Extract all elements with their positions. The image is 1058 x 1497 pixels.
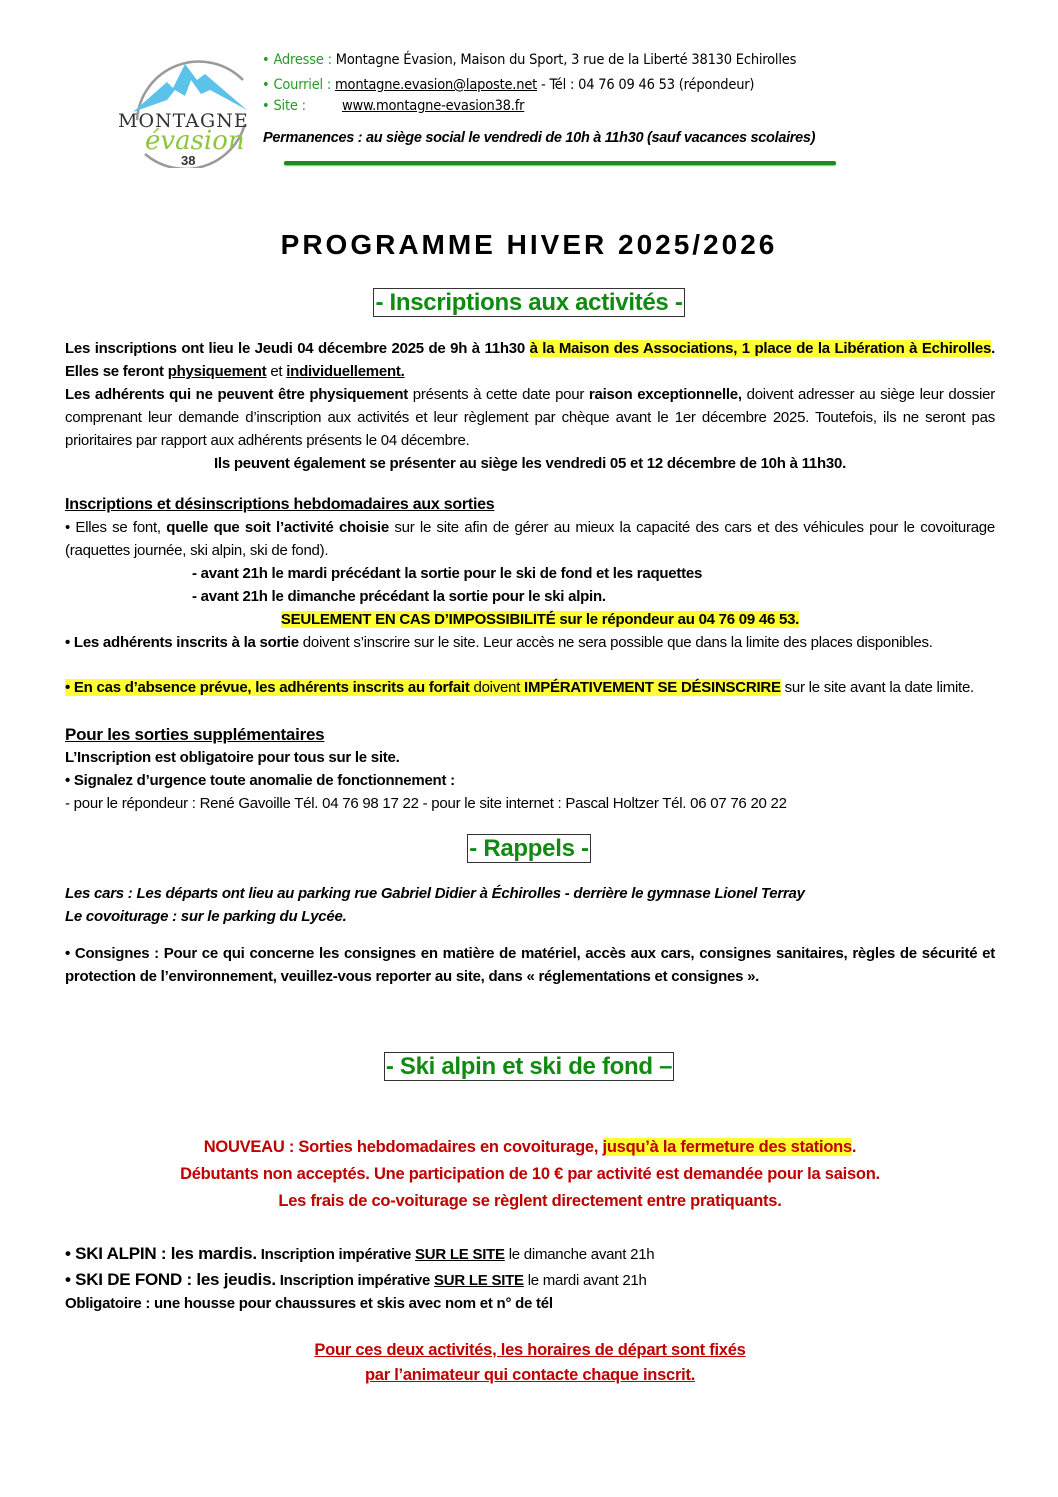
text-fragment: Ils peuvent également se présenter au siège les vendredi 05 et 12 décembre de 10h à 11h30. — [214, 455, 846, 472]
text-fragment: SUR LE SITE — [415, 1246, 505, 1263]
inscriptions-paragraph-1 — [65, 337, 995, 383]
ski-nouveau — [65, 1136, 995, 1159]
text-fragment: le mardi avant 21h — [523, 1272, 647, 1289]
section-rappels-heading-wrap — [0, 834, 1058, 864]
email-label: • Courriel : — [262, 77, 332, 93]
ski-obligatoire — [65, 1292, 995, 1315]
inscriptions-paragraph-2 — [65, 383, 995, 452]
text-fragment: • En cas d’absence prévue, les adhérents inscrits au forfait — [65, 679, 470, 696]
svg-text:évasion: évasion — [145, 126, 245, 156]
text-fragment: Obligatoire : une housse pour chaussures et skis avec nom et n° de tél — [65, 1295, 553, 1312]
highlight-text: jusqu’à la fermeture des stations — [602, 1138, 852, 1156]
text-fragment: - avant 21h le mardi précédant la sortie pour le ski de fond et les raquettes — [192, 565, 703, 582]
permanences: Permanences : au siège social le vendredi de 10h à 11h30 (sauf vacances scolaires) — [263, 130, 816, 146]
text-fragment: Les cars : Les départs ont lieu au parking rue Gabriel Didier à Échirolles - derrière le gymnase Lionel Terray — [65, 885, 805, 902]
ski-frais — [65, 1190, 995, 1213]
montagne-evasion-logo — [115, 50, 265, 168]
subheading-extra — [65, 723, 995, 746]
text-fragment: • Signalez d’urgence toute anomalie de fonctionnement : — [65, 772, 455, 789]
rappels-covoit — [65, 905, 995, 928]
text-fragment: et — [266, 363, 287, 380]
page-title: PROGRAMME HIVER 2025/2026 — [280, 229, 778, 260]
text-fragment: doivent s’inscrire sur le site. Leur accès ne sera possible que dans la limite des places disponibles. — [298, 634, 933, 651]
email-link[interactable]: montagne.evasion@laposte.net — [335, 77, 538, 93]
ski-horaires-2 — [65, 1364, 995, 1387]
inscription-date-text: Les inscriptions ont lieu le Jeudi 04 décembre 2025 de 9h à 11h30 — [65, 340, 530, 357]
individually-text: individuellement. — [286, 363, 405, 380]
text-fragment: NOUVEAU : Sorties hebdomadaires en covoiturage, — [203, 1138, 603, 1156]
subheading-text: Pour les sorties supplémentaires — [65, 725, 325, 744]
text-fragment: présents à cette date pour — [408, 386, 589, 403]
text-fragment: L’Inscription est obligatoire pour tous sur le site. — [65, 749, 400, 766]
site-line — [262, 98, 524, 114]
text-fragment: • SKI DE FOND : les jeudis. — [65, 1270, 276, 1289]
text-fragment: Les frais de co-voiturage se règlent directement entre pratiquants. — [278, 1192, 782, 1210]
members-paragraph — [65, 631, 995, 654]
absence-paragraph — [65, 676, 995, 699]
highlight-text: SEULEMENT EN CAS D’IMPOSSIBILITÉ sur le répondeur au 04 76 09 46 53. — [280, 611, 800, 628]
text-fragment: Le covoiturage : sur le parking du Lycée. — [65, 908, 347, 925]
text-fragment: • Elles se font, — [65, 519, 167, 536]
subheading-weekly — [65, 493, 995, 516]
contacts-line — [65, 792, 995, 815]
text-fragment: Débutants non acceptés. Une participation de 10 € par activité est demandée pour la saison. — [180, 1165, 880, 1183]
physically-text: physiquement — [167, 363, 267, 380]
extra-line-1 — [65, 746, 995, 769]
extra-line-2 — [65, 769, 995, 792]
email-line — [262, 77, 754, 93]
text-fragment: le dimanche avant 21h — [504, 1246, 655, 1263]
text-fragment: sur le site afin de gérer au mieux la capacité des cars et des véhicules pour le covoiturage (raquettes journée, ski alpin, ski de fond). — [65, 519, 995, 559]
address-line — [262, 52, 796, 68]
text-fragment: • SKI ALPIN : les mardis. — [65, 1244, 257, 1263]
address-label: • Adresse : — [262, 52, 332, 68]
section-heading-rappels: - Rappels - — [469, 835, 589, 862]
section-inscriptions-heading-wrap — [0, 288, 1058, 318]
ski-debutants — [65, 1163, 995, 1186]
rappels-consignes — [65, 942, 995, 988]
inscription-location-highlight: à la Maison des Associations, 1 place de la Libération à Echirolles — [529, 340, 992, 357]
section-heading-inscriptions: - Inscriptions aux activités - — [375, 289, 683, 316]
text-fragment: sur le site avant la date limite. — [780, 679, 974, 696]
svg-text:MONTAGNE: MONTAGNE — [118, 110, 249, 132]
text-fragment: • Consignes : Pour ce qui concerne les consignes en matière de matériel, accès aux cars, consignes sanitaires, règles de sécurité et protection de l’environnement, veuillez-vous reporter au site, dans « réglementations et consignes ». — [65, 945, 995, 985]
deadline-2 — [65, 585, 1058, 608]
weekly-paragraph — [65, 516, 995, 562]
address-value: Montagne Évasion, Maison du Sport, 3 rue de la Liberté 38130 Echirolles — [331, 52, 797, 68]
header-divider — [284, 161, 836, 165]
text-fragment: quelle que soit l’activité choisie — [166, 519, 389, 536]
site-label: • Site : — [262, 98, 306, 114]
text-fragment: SUR LE SITE — [434, 1272, 524, 1289]
section-heading-ski: - Ski alpin et ski de fond – — [385, 1053, 673, 1080]
inscriptions-paragraph-3 — [65, 452, 995, 475]
text-fragment: • Les adhérents inscrits à la sortie — [65, 634, 299, 651]
section-ski-heading-wrap — [0, 1052, 1058, 1082]
text-fragment: par l’animateur qui contacte chaque inscrit. — [364, 1366, 696, 1384]
phone-text: - Tél : 04 76 09 46 53 (répondeur) — [537, 77, 755, 93]
ski-alpin-line — [65, 1242, 995, 1266]
text-fragment: Pour ces deux activités, les horaires de départ sont fixés — [314, 1341, 746, 1359]
text-fragment: - pour le répondeur : René Gavoille Tél. 04 76 98 17 22 - pour le site internet : Pascal Holtzer Tél. 06 07 76 20 22 — [65, 795, 787, 812]
text-fragment: doivent — [469, 679, 525, 696]
ski-fond-line — [65, 1268, 995, 1292]
ski-horaires-1 — [65, 1339, 995, 1362]
subheading-text: Inscriptions et désinscriptions hebdomadaires aux sorties — [65, 496, 495, 513]
text-fragment: Inscription impérative — [275, 1272, 435, 1289]
text-fragment: . Elles se feront — [65, 340, 995, 380]
rappels-cars — [65, 882, 995, 905]
only-if-impossible — [65, 608, 1005, 631]
text-fragment: Les adhérents qui ne peuvent être physiquement — [65, 386, 409, 403]
svg-text:38: 38 — [181, 153, 196, 168]
mountain-logo-icon — [115, 50, 265, 168]
text-fragment: - avant 21h le dimanche précédant la sortie pour le ski alpin. — [192, 588, 606, 605]
site-link[interactable]: www.montagne-evasion38.fr — [342, 98, 525, 114]
text-fragment: raison exceptionnelle, — [588, 386, 742, 403]
text-fragment: . — [851, 1138, 857, 1156]
text-fragment: doivent adresser au siège leur dossier comprenant leur demande d’inscription aux activités et leur règlement par chèque avant le 1er décembre 2025. Toutefois, ils ne seront pas prioritaires par rapport aux adhérents présents le 04 décembre. — [65, 386, 995, 449]
text-fragment: Inscription impérative — [256, 1246, 416, 1263]
text-fragment: IMPÉRATIVEMENT SE DÉSINSCRIRE — [524, 679, 781, 696]
deadline-1 — [65, 562, 1058, 585]
